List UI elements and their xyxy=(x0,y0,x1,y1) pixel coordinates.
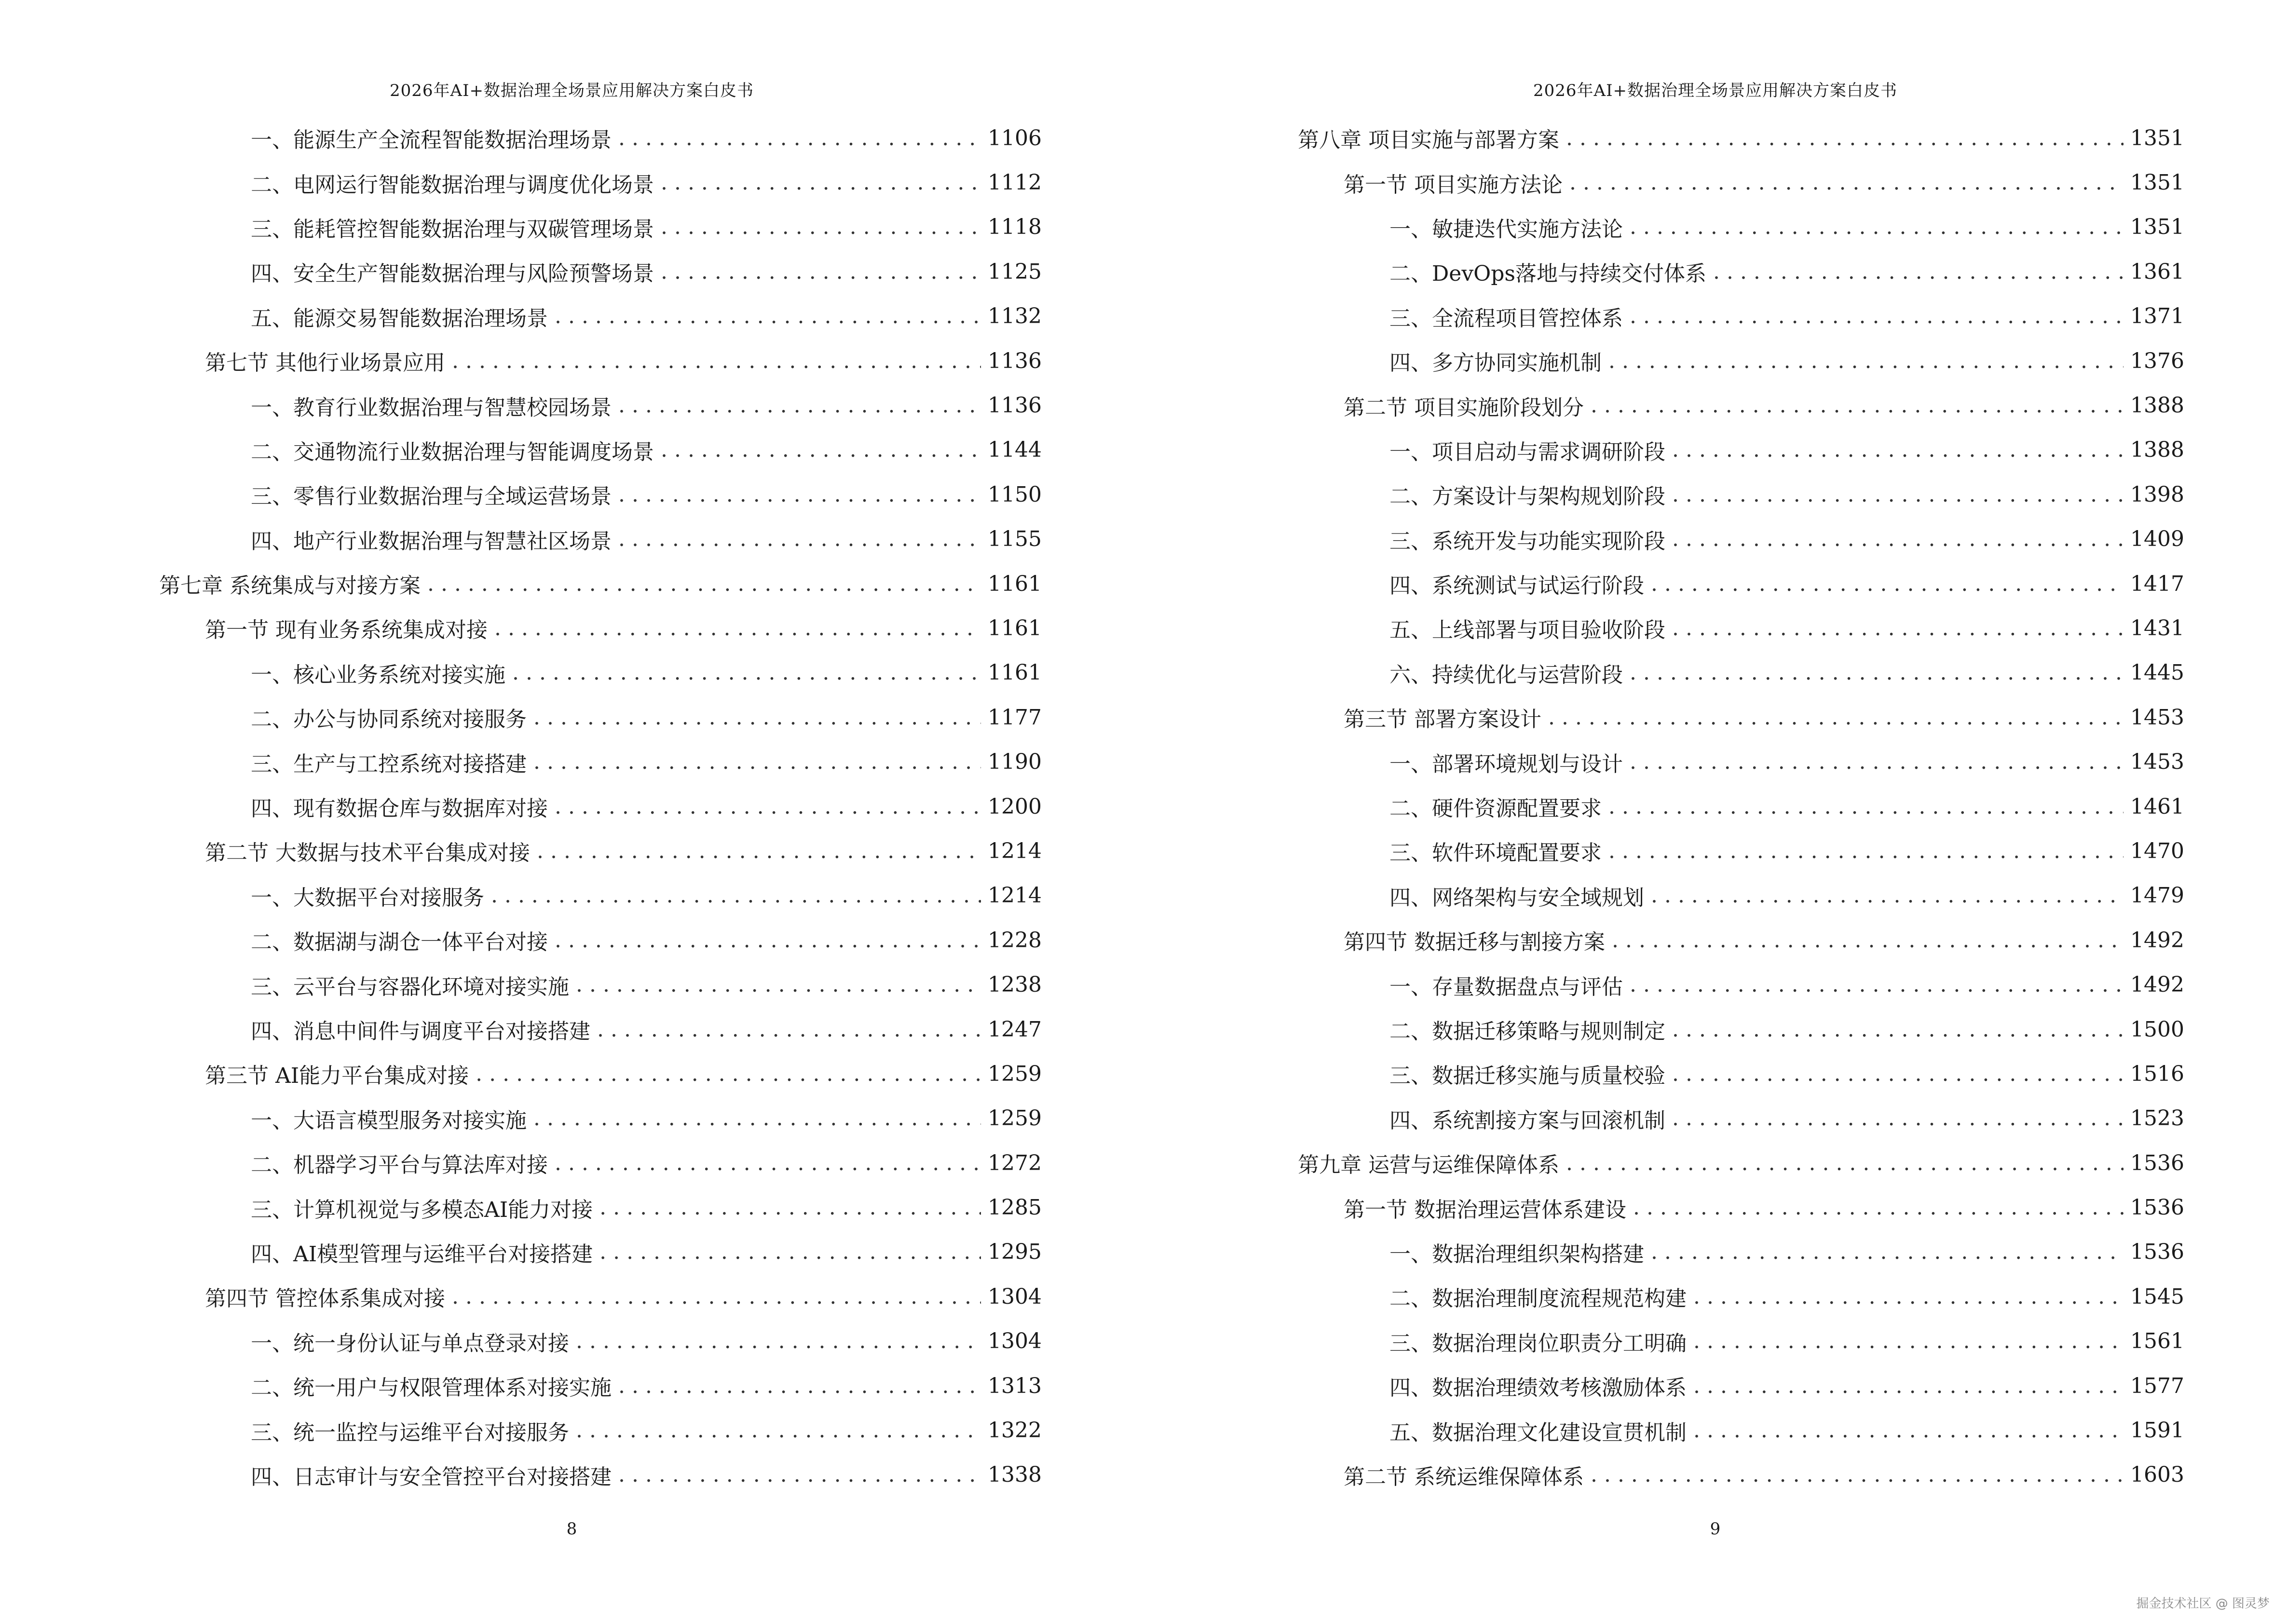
page-number: 9 xyxy=(1710,1519,1721,1539)
toc-entry[interactable] xyxy=(159,1364,1042,1408)
watermark-text: 掘金技术社区 @ 图灵梦 xyxy=(2136,1597,2270,1611)
dot-leader xyxy=(661,170,981,195)
dot-leader xyxy=(661,437,981,462)
toc-entry-title: 四、安全生产智能数据治理与风险预警场景 xyxy=(251,261,654,287)
toc-entry-title: 四、数据治理绩效考核激励体系 xyxy=(1389,1376,1687,1401)
dot-leader xyxy=(1672,1106,2124,1131)
toc-entry[interactable] xyxy=(1298,873,2184,918)
dot-leader xyxy=(1608,349,2124,373)
toc-entry[interactable] xyxy=(159,918,1042,962)
toc-entry-title: 第四节 管控体系集成对接 xyxy=(205,1286,445,1311)
toc-entry-title: 四、系统割接方案与回滚机制 xyxy=(1389,1108,1665,1133)
toc-entry[interactable] xyxy=(1298,294,2184,339)
toc-entry-page: 1591 xyxy=(2130,1418,2184,1443)
dot-leader xyxy=(1569,170,2124,195)
dot-leader xyxy=(618,1374,981,1398)
toc-entry[interactable] xyxy=(159,1453,1042,1497)
toc-entry-page: 1561 xyxy=(2130,1329,2184,1354)
toc-entry-title: 二、数据迁移策略与规则制定 xyxy=(1389,1019,1665,1044)
toc-entry-page: 1132 xyxy=(988,304,1042,329)
dot-leader xyxy=(494,616,981,641)
toc-entry-page: 1453 xyxy=(2130,750,2184,775)
toc-entry-page: 1536 xyxy=(2130,1195,2184,1220)
toc-entry-page: 1545 xyxy=(2130,1284,2184,1309)
toc-entry-page: 1492 xyxy=(2130,928,2184,953)
dot-leader xyxy=(512,660,981,685)
toc-entry-page: 1177 xyxy=(988,705,1042,730)
dot-leader xyxy=(1591,1462,2124,1487)
toc-entry[interactable] xyxy=(159,205,1042,249)
toc-entry[interactable] xyxy=(159,873,1042,918)
toc-entry-title: 一、教育行业数据治理与智慧校园场景 xyxy=(251,395,612,420)
toc-entry[interactable] xyxy=(159,428,1042,472)
toc-entry-title: 二、数据湖与湖仓一体平台对接 xyxy=(251,930,548,955)
toc-entry[interactable] xyxy=(159,606,1042,650)
toc-entry-page: 1536 xyxy=(2130,1150,2184,1175)
toc-entry-title: 第一节 数据治理运营体系建设 xyxy=(1344,1197,1626,1222)
toc-entry-title: 二、方案设计与架构规划阶段 xyxy=(1389,484,1665,509)
dot-leader xyxy=(1591,393,2124,418)
dot-leader xyxy=(1630,750,2124,774)
toc-entry-page: 1351 xyxy=(2130,125,2184,150)
dot-leader xyxy=(491,883,981,908)
page-header: 2026年AI+数据治理全场景应用解决方案白皮书 xyxy=(1533,81,1897,100)
dot-leader xyxy=(1672,1017,2124,1042)
toc-entry-title: 五、数据治理文化建设宣贯机制 xyxy=(1389,1420,1687,1445)
dot-leader xyxy=(618,1462,981,1487)
toc-entry-page: 1247 xyxy=(988,1017,1042,1042)
toc-entry[interactable] xyxy=(1298,918,2184,962)
toc-entry[interactable] xyxy=(1298,472,2184,517)
toc-entry-page: 1161 xyxy=(988,660,1042,685)
toc-entry-title: 四、消息中间件与调度平台对接搭建 xyxy=(251,1019,590,1044)
toc-entry[interactable] xyxy=(159,517,1042,561)
toc-entry[interactable] xyxy=(159,695,1042,739)
toc-entry[interactable] xyxy=(1298,1364,2184,1408)
toc-entry[interactable] xyxy=(159,339,1042,383)
toc-entry-page: 1523 xyxy=(2130,1106,2184,1131)
toc-entry[interactable] xyxy=(159,1007,1042,1051)
toc-entry-title: 四、地产行业数据治理与智慧社区场景 xyxy=(251,529,612,554)
toc-entry-title: 第三节 AI能力平台集成对接 xyxy=(205,1064,469,1089)
toc-entry[interactable] xyxy=(1298,428,2184,472)
toc-entry-title: 第一节 现有业务系统集成对接 xyxy=(205,618,488,643)
dot-leader xyxy=(1713,259,2124,284)
toc-entry[interactable] xyxy=(159,1408,1042,1452)
toc-entry-title: 第二节 系统运维保障体系 xyxy=(1344,1464,1584,1489)
toc-entry-title: 一、存量数据盘点与评估 xyxy=(1389,974,1623,999)
toc-entry[interactable] xyxy=(1298,784,2184,829)
dot-leader xyxy=(1630,304,2124,328)
toc-entry[interactable] xyxy=(159,294,1042,339)
toc-entry-page: 1322 xyxy=(988,1418,1042,1443)
toc-entry-page: 1190 xyxy=(988,750,1042,775)
toc-entry-title: 二、硬件资源配置要求 xyxy=(1389,796,1602,821)
dot-leader xyxy=(452,1284,981,1309)
toc-entry-page: 1125 xyxy=(988,259,1042,284)
toc-entry[interactable] xyxy=(1298,695,2184,739)
toc-entry-title: 一、能源生产全流程智能数据治理场景 xyxy=(251,128,612,153)
dot-leader xyxy=(1548,705,2124,730)
toc-entry-page: 1136 xyxy=(988,348,1042,373)
toc-entry-page: 1461 xyxy=(2130,794,2184,819)
dot-leader xyxy=(576,1418,981,1443)
toc-entry-page: 1351 xyxy=(2130,215,2184,240)
toc-entry-title: 二、统一用户与权限管理体系对接实施 xyxy=(251,1376,612,1401)
toc-entry[interactable] xyxy=(1298,1141,2184,1185)
toc-entry[interactable] xyxy=(159,1051,1042,1096)
toc-entry[interactable] xyxy=(1298,606,2184,650)
toc-entry-page: 1295 xyxy=(988,1240,1042,1265)
toc-entry[interactable] xyxy=(159,1274,1042,1319)
toc-entry[interactable] xyxy=(1298,1051,2184,1096)
toc-entry-page: 1161 xyxy=(988,571,1042,596)
toc-entry[interactable] xyxy=(159,962,1042,1007)
toc-entry-page: 1361 xyxy=(2130,259,2184,284)
toc-entry-page: 1214 xyxy=(988,838,1042,863)
toc-entry[interactable] xyxy=(1298,205,2184,249)
dot-leader xyxy=(555,928,981,953)
toc-entry-page: 1106 xyxy=(988,125,1042,150)
toc-entry-title: 五、上线部署与项目验收阶段 xyxy=(1389,618,1665,643)
toc-entry-title: 四、现有数据仓库与数据库对接 xyxy=(251,796,548,821)
toc-entry-title: 二、机器学习平台与算法库对接 xyxy=(251,1153,548,1178)
dot-leader xyxy=(427,572,981,596)
dot-leader xyxy=(1630,215,2124,239)
toc-entry-title: 第三节 部署方案设计 xyxy=(1344,707,1541,732)
toc-entry[interactable] xyxy=(159,160,1042,205)
toc-entry-page: 1112 xyxy=(988,170,1042,195)
toc-entry[interactable] xyxy=(1298,962,2184,1007)
toc-list xyxy=(1298,116,2184,1497)
toc-entry-page: 1144 xyxy=(988,437,1042,463)
dot-leader xyxy=(1672,437,2124,462)
toc-entry-title: 一、大语言模型服务对接实施 xyxy=(251,1108,527,1133)
toc-entry[interactable] xyxy=(159,472,1042,517)
dot-leader xyxy=(533,1106,981,1131)
toc-entry-title: 四、日志审计与安全管控平台对接搭建 xyxy=(251,1464,612,1489)
toc-entry-page: 1155 xyxy=(988,527,1042,552)
toc-entry-title: 二、电网运行智能数据治理与调度优化场景 xyxy=(251,172,654,197)
toc-entry-title: 第九章 运营与运维保障体系 xyxy=(1298,1153,1559,1178)
dot-leader xyxy=(555,1151,981,1175)
toc-entry-title: 三、系统开发与功能实现阶段 xyxy=(1389,529,1665,554)
toc-entry-page: 1371 xyxy=(2130,304,2184,329)
toc-entry-title: 二、办公与协同系统对接服务 xyxy=(251,707,527,732)
toc-entry-page: 1259 xyxy=(988,1106,1042,1131)
toc-entry-title: 一、敏捷迭代实施方法论 xyxy=(1389,217,1623,242)
toc-entry[interactable] xyxy=(159,1096,1042,1141)
toc-entry-page: 1470 xyxy=(2130,838,2184,863)
toc-entry-title: 三、数据治理岗位职责分工明确 xyxy=(1389,1331,1687,1356)
toc-entry-page: 1445 xyxy=(2130,660,2184,685)
dot-leader xyxy=(537,839,981,863)
toc-entry-page: 1409 xyxy=(2130,527,2184,552)
toc-entry-title: 第一节 项目实施方法论 xyxy=(1344,172,1563,197)
toc-entry[interactable] xyxy=(1298,517,2184,561)
toc-entry-title: 一、大数据平台对接服务 xyxy=(251,885,484,910)
page-number: 8 xyxy=(566,1519,577,1539)
toc-entry[interactable] xyxy=(159,383,1042,427)
toc-entry-title: 一、部署环境规划与设计 xyxy=(1389,751,1623,777)
dot-leader xyxy=(661,259,981,284)
toc-entry[interactable] xyxy=(1298,1319,2184,1364)
toc-entry-page: 1304 xyxy=(988,1329,1042,1354)
toc-entry[interactable] xyxy=(159,1141,1042,1185)
toc-entry[interactable] xyxy=(159,1319,1042,1364)
toc-entry-title: 六、持续优化与运营阶段 xyxy=(1389,662,1623,687)
toc-entry-page: 1603 xyxy=(2130,1462,2184,1488)
toc-entry-title: 第七章 系统集成与对接方案 xyxy=(159,573,421,599)
toc-entry-title: 四、网络架构与安全域规划 xyxy=(1389,885,1644,910)
toc-entry[interactable] xyxy=(1298,1230,2184,1274)
toc-entry[interactable] xyxy=(1298,1408,2184,1452)
toc-entry[interactable] xyxy=(159,561,1042,606)
toc-entry-title: 二、DevOps落地与持续交付体系 xyxy=(1389,261,1706,287)
toc-entry-title: 三、全流程项目管控体系 xyxy=(1389,306,1623,331)
toc-entry-page: 1492 xyxy=(2130,972,2184,997)
dot-leader xyxy=(1630,972,2124,997)
dot-leader xyxy=(576,1329,981,1353)
toc-entry-title: 四、AI模型管理与运维平台对接搭建 xyxy=(251,1242,593,1267)
dot-leader xyxy=(1672,616,2124,641)
toc-entry-title: 一、数据治理组织架构搭建 xyxy=(1389,1242,1644,1267)
dot-leader xyxy=(555,304,981,328)
toc-entry-page: 1431 xyxy=(2130,615,2184,641)
toc-entry-page: 1417 xyxy=(2130,571,2184,596)
toc-entry-page: 1272 xyxy=(988,1150,1042,1175)
toc-entry-title: 第二节 大数据与技术平台集成对接 xyxy=(205,841,530,866)
dot-leader xyxy=(618,482,981,507)
toc-entry[interactable] xyxy=(1298,339,2184,383)
dot-leader xyxy=(1672,527,2124,551)
toc-entry-page: 1228 xyxy=(988,928,1042,953)
toc-entry-page: 1214 xyxy=(988,883,1042,908)
toc-entry-title: 三、云平台与容器化环境对接实施 xyxy=(251,974,569,999)
toc-entry[interactable] xyxy=(159,651,1042,695)
toc-entry-page: 1536 xyxy=(2130,1240,2184,1265)
dot-leader xyxy=(1672,482,2124,507)
toc-entry-page: 1453 xyxy=(2130,705,2184,730)
toc-entry-page: 1161 xyxy=(988,615,1042,641)
toc-entry-title: 三、软件环境配置要求 xyxy=(1389,841,1602,866)
dot-leader xyxy=(576,972,981,997)
dot-leader xyxy=(1633,1195,2124,1220)
toc-entry-page: 1516 xyxy=(2130,1061,2184,1086)
dot-leader xyxy=(1608,839,2124,863)
toc-entry-page: 1398 xyxy=(2130,482,2184,507)
toc-entry-title: 一、核心业务系统对接实施 xyxy=(251,662,505,687)
toc-entry-title: 二、交通物流行业数据治理与智能调度场景 xyxy=(251,439,654,464)
dot-leader xyxy=(1693,1374,2124,1398)
dot-leader xyxy=(597,1017,981,1042)
toc-entry-page: 1376 xyxy=(2130,348,2184,373)
dot-leader xyxy=(533,750,981,774)
toc-entry[interactable] xyxy=(159,1230,1042,1274)
dot-leader xyxy=(533,705,981,730)
toc-entry-title: 二、数据治理制度流程规范构建 xyxy=(1389,1286,1687,1311)
dot-leader xyxy=(599,1195,981,1220)
toc-entry-title: 三、数据迁移实施与质量校验 xyxy=(1389,1064,1665,1089)
toc-entry-page: 1479 xyxy=(2130,883,2184,908)
toc-entry-title: 三、统一监控与运维平台对接服务 xyxy=(251,1420,569,1445)
dot-leader xyxy=(476,1062,981,1086)
toc-entry[interactable] xyxy=(159,739,1042,784)
toc-entry[interactable] xyxy=(159,116,1042,160)
toc-entry[interactable] xyxy=(159,784,1042,829)
dot-leader xyxy=(1612,928,2124,953)
dot-leader xyxy=(599,1240,981,1264)
toc-entry-page: 1238 xyxy=(988,972,1042,997)
toc-entry-title: 一、项目启动与需求调研阶段 xyxy=(1389,439,1665,464)
dot-leader xyxy=(555,794,981,819)
toc-entry-title: 三、零售行业数据治理与全域运营场景 xyxy=(251,484,612,509)
toc-entry-title: 三、能耗管控智能数据治理与双碳管理场景 xyxy=(251,217,654,242)
toc-entry[interactable] xyxy=(159,249,1042,294)
toc-entry-page: 1118 xyxy=(988,215,1042,240)
toc-entry-title: 三、生产与工控系统对接搭建 xyxy=(251,751,527,777)
toc-entry-title: 五、能源交易智能数据治理场景 xyxy=(251,306,548,331)
dot-leader xyxy=(1693,1329,2124,1353)
toc-entry-title: 四、多方协同实施机制 xyxy=(1389,351,1602,376)
dot-leader xyxy=(1651,1240,2124,1264)
dot-leader xyxy=(452,349,981,373)
dot-leader xyxy=(1693,1418,2124,1443)
toc-entry-page: 1577 xyxy=(2130,1373,2184,1398)
page-header: 2026年AI+数据治理全场景应用解决方案白皮书 xyxy=(390,81,754,100)
toc-entry-page: 1338 xyxy=(988,1462,1042,1488)
dot-leader xyxy=(1566,1151,2124,1175)
toc-entry[interactable] xyxy=(159,829,1042,873)
dot-leader xyxy=(618,393,981,418)
toc-entry-title: 第七节 其他行业场景应用 xyxy=(205,351,445,376)
toc-entry[interactable] xyxy=(1298,249,2184,294)
toc-entry-page: 1259 xyxy=(988,1061,1042,1086)
toc-entry-title: 第二节 项目实施阶段划分 xyxy=(1344,395,1584,420)
toc-entry[interactable] xyxy=(1298,160,2184,205)
toc-entry[interactable] xyxy=(1298,1185,2184,1229)
dot-leader xyxy=(1651,883,2124,908)
toc-entry-title: 一、统一身份认证与单点登录对接 xyxy=(251,1331,569,1356)
right-page xyxy=(1144,0,2287,1624)
toc-entry[interactable] xyxy=(1298,1274,2184,1319)
toc-entry-page: 1304 xyxy=(988,1284,1042,1309)
toc-entry[interactable] xyxy=(1298,1096,2184,1141)
toc-list xyxy=(159,116,1042,1497)
toc-entry[interactable] xyxy=(1298,651,2184,695)
toc-entry[interactable] xyxy=(1298,116,2184,160)
toc-entry-page: 1388 xyxy=(2130,393,2184,418)
dot-leader xyxy=(1651,572,2124,596)
dot-leader xyxy=(1672,1062,2124,1086)
dot-leader xyxy=(1630,660,2124,685)
toc-entry-title: 第八章 项目实施与部署方案 xyxy=(1298,128,1559,153)
toc-entry[interactable] xyxy=(159,1185,1042,1229)
toc-entry-page: 1150 xyxy=(988,482,1042,507)
toc-entry-page: 1500 xyxy=(2130,1017,2184,1042)
dot-leader xyxy=(618,126,981,150)
toc-entry[interactable] xyxy=(1298,1007,2184,1051)
toc-entry-page: 1313 xyxy=(988,1373,1042,1398)
toc-entry-title: 第四节 数据迁移与割接方案 xyxy=(1344,930,1605,955)
toc-entry[interactable] xyxy=(1298,383,2184,427)
toc-entry-page: 1388 xyxy=(2130,437,2184,463)
dot-leader xyxy=(661,215,981,239)
toc-entry[interactable] xyxy=(1298,829,2184,873)
dot-leader xyxy=(1608,794,2124,819)
dot-leader xyxy=(618,527,981,551)
toc-entry-page: 1200 xyxy=(988,794,1042,819)
toc-entry-page: 1285 xyxy=(988,1195,1042,1220)
toc-entry-page: 1351 xyxy=(2130,170,2184,195)
toc-entry-title: 四、系统测试与试运行阶段 xyxy=(1389,573,1644,599)
toc-entry[interactable] xyxy=(1298,1453,2184,1497)
dot-leader xyxy=(1566,126,2124,150)
toc-entry-title: 三、计算机视觉与多模态AI能力对接 xyxy=(251,1197,593,1222)
toc-entry[interactable] xyxy=(1298,561,2184,606)
toc-entry[interactable] xyxy=(1298,739,2184,784)
dot-leader xyxy=(1693,1284,2124,1309)
toc-entry-page: 1136 xyxy=(988,393,1042,418)
